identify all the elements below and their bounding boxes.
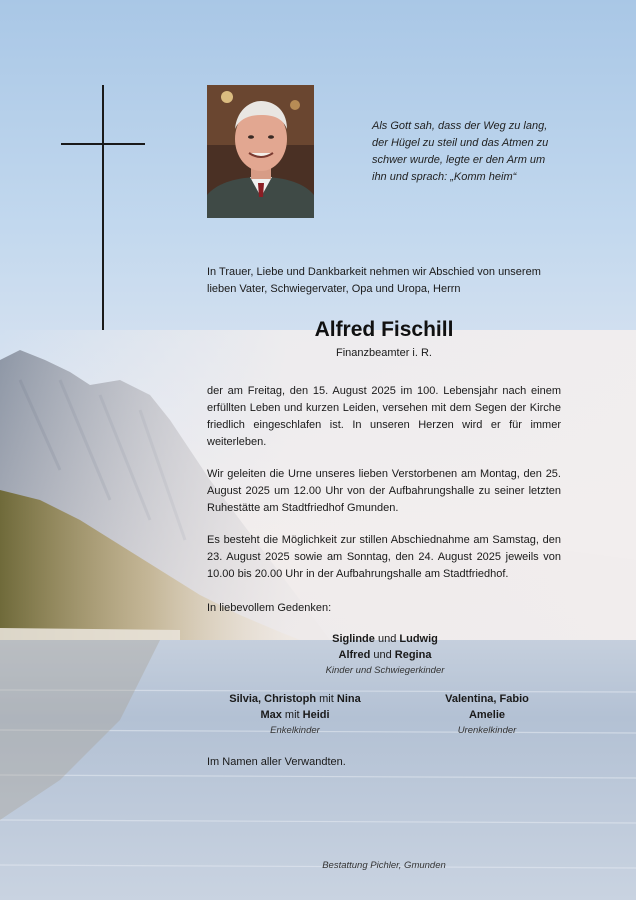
family-line bbox=[240, 631, 530, 647]
family-grandchildren bbox=[200, 691, 390, 739]
family-member: Heidi bbox=[302, 709, 330, 721]
family-member: Siglinde bbox=[332, 633, 375, 645]
quote-block bbox=[372, 118, 562, 186]
paragraph-burial: Wir geleiten die Urne unseres lieben Verstorbenen am Montag, den 25. August 2025 um 12.00 Uhr von der Aufbahrungshalle zu seiner letzten Ruhestätte am Stadtfriedhof Gmunden. bbox=[207, 468, 561, 514]
cross-icon-bar bbox=[61, 143, 145, 145]
family-line bbox=[240, 647, 530, 663]
family-member: Amelie bbox=[468, 709, 506, 721]
family-connector: mit bbox=[284, 709, 300, 721]
family-great-grandchildren bbox=[392, 691, 582, 739]
relatives-text: Im Namen aller Verwandten. bbox=[207, 756, 346, 768]
family-line bbox=[392, 707, 582, 723]
deceased-name: Alfred Fischill bbox=[314, 318, 454, 341]
deceased-profession: Finanzbeamter i. R. bbox=[336, 347, 432, 359]
family-connector: mit bbox=[319, 693, 334, 705]
funeral-home-footer: Bestattung Pichler, Gmunden bbox=[322, 860, 446, 871]
family-connector: und bbox=[377, 633, 397, 645]
paragraph-death: der am Freitag, den 15. August 2025 im 100. Lebensjahr nach einem erfüllten Leben und kurzen Leiden, versehen mit dem Segen der Kirche friedlich eingeschlafen ist. In unseren Herzen wird er für immer weiterleben. bbox=[207, 385, 561, 448]
family-member: Ludwig bbox=[399, 633, 438, 645]
quote-line: ihn und sprach: „Komm heim“ bbox=[372, 171, 517, 183]
family-children bbox=[240, 631, 530, 679]
portrait-photo bbox=[207, 85, 314, 218]
cross-icon bbox=[102, 85, 104, 330]
paragraph-farewell: Es besteht die Möglichkeit zur stillen Abschiednahme am Samstag, den 23. August 2025 sowie am Sonntag, den 24. August 2025 jeweils von 10.00 bis 20.00 Uhr in der Aufbahrungshalle am Stadtfriedhof. bbox=[207, 534, 561, 580]
family-line bbox=[200, 707, 390, 723]
family-role: Urenkelkinder bbox=[457, 725, 517, 736]
quote-line: schwer wurde, legte er den Arm um bbox=[372, 154, 546, 166]
family-member: Max bbox=[260, 709, 282, 721]
family-line bbox=[392, 691, 582, 707]
quote-line: der Hügel zu steil und das Atmen zu bbox=[372, 137, 549, 149]
family-member: Alfred bbox=[338, 649, 371, 661]
family-connector: und bbox=[373, 649, 392, 661]
family-role: Kinder und Schwiegerkinder bbox=[325, 665, 445, 676]
family-line bbox=[200, 691, 390, 707]
family-member: Regina bbox=[394, 649, 432, 661]
gedenken-text: In liebevollem Gedenken: bbox=[207, 602, 332, 614]
intro-text: In Trauer, Liebe und Dankbarkeit nehmen wir Abschied von unserem lieben Vater, Schwiegervater, Opa und Uropa, Herrn bbox=[207, 266, 541, 295]
quote-line: Als Gott sah, dass der Weg zu lang, bbox=[372, 120, 548, 132]
family-member: Valentina, Fabio bbox=[445, 693, 529, 705]
family-member: Silvia, Christoph bbox=[229, 693, 317, 705]
family-role: Enkelkinder bbox=[270, 725, 320, 736]
family-member: Nina bbox=[336, 693, 361, 705]
